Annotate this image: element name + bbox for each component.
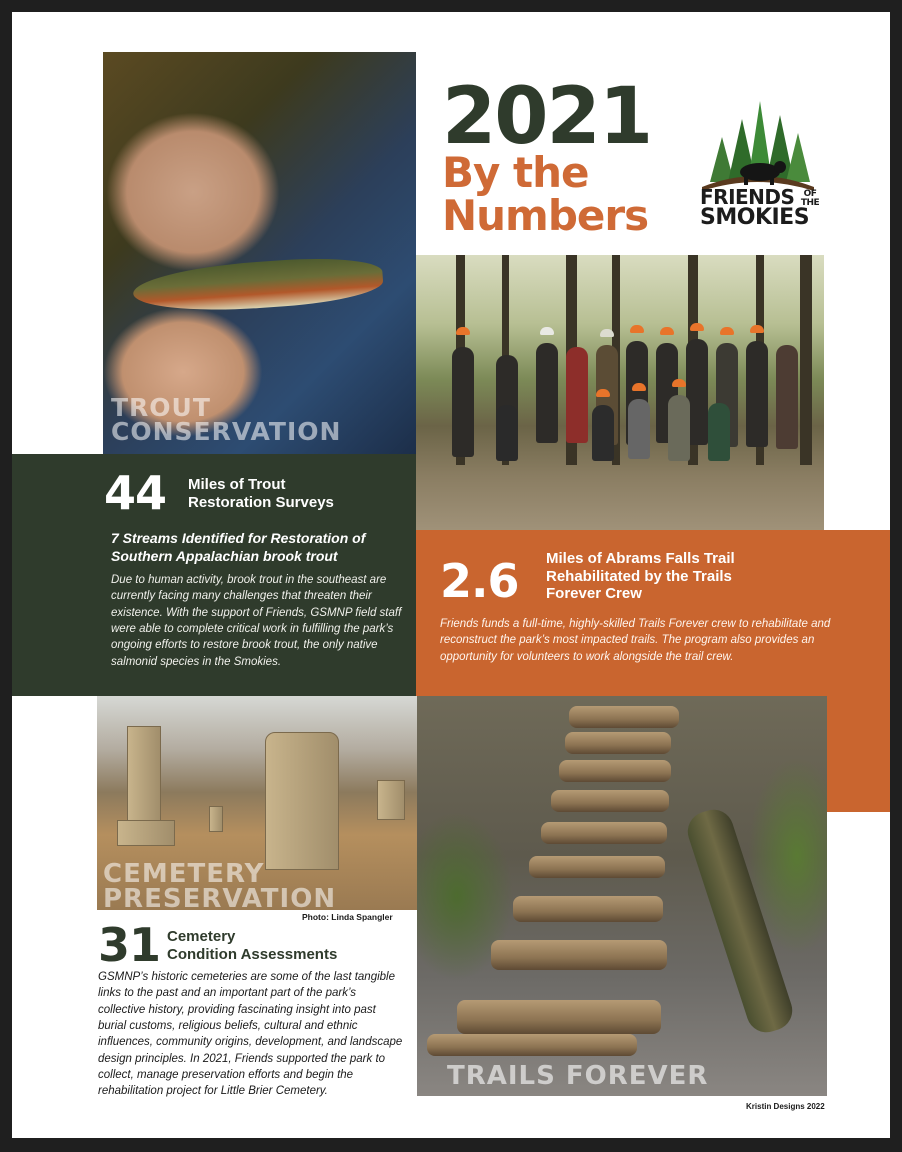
trout-sub-line2: Southern Appalachian brook trout bbox=[111, 547, 338, 564]
crew-member bbox=[708, 403, 730, 461]
hardhat-icon bbox=[596, 389, 610, 397]
trail-heading-line3: Forever Crew bbox=[546, 585, 642, 603]
title-subtitle bbox=[442, 148, 649, 240]
gravestone bbox=[377, 780, 405, 820]
trout-stat-heading bbox=[188, 476, 334, 511]
trails-photo-label: TRAILS FOREVER bbox=[447, 1061, 709, 1091]
gravestone bbox=[127, 726, 161, 826]
fallen-log bbox=[683, 805, 798, 1038]
trout-photo-label bbox=[111, 393, 342, 446]
hardhat-icon bbox=[540, 327, 554, 335]
title-year: 2021 bbox=[442, 72, 652, 162]
gravestone bbox=[209, 806, 223, 832]
hardhat-icon bbox=[630, 325, 644, 333]
designer-credit: Kristin Designs 2022 bbox=[746, 1102, 825, 1111]
trout-photo bbox=[103, 52, 416, 454]
cemetery-photo bbox=[97, 696, 417, 910]
trail-heading-line1: Miles of Abrams Falls Trail bbox=[546, 550, 735, 567]
crew-member bbox=[592, 405, 614, 461]
crew-member bbox=[566, 347, 588, 443]
log-step bbox=[541, 822, 667, 844]
trout-heading-line1: Miles of Trout bbox=[188, 476, 286, 493]
log-step bbox=[491, 940, 667, 970]
log-step bbox=[551, 790, 669, 812]
log-step bbox=[427, 1034, 637, 1056]
log-step bbox=[569, 706, 679, 728]
log-step bbox=[457, 1000, 661, 1034]
trail-steps-photo bbox=[417, 696, 827, 1096]
trout-stats-panel bbox=[12, 454, 416, 696]
trout-sub-line1: 7 Streams Identified for Restoration of bbox=[111, 530, 366, 546]
crew-member bbox=[776, 345, 798, 449]
hardhat-icon bbox=[720, 327, 734, 335]
cemetery-heading-line1: Cemetery bbox=[167, 928, 236, 945]
hardhat-icon bbox=[456, 327, 470, 335]
trail-body-text: Friends funds a full-time, highly-skilled Trails Forever crew to rehabilitate and reconstruct the park’s most impacted trails. The program also provides an opportunity for volunteers to work alongside the trail crew. bbox=[440, 618, 831, 663]
crew-member bbox=[452, 347, 474, 457]
trail-heading-line2: Rehabilitated by the Trails bbox=[546, 567, 732, 585]
hardhat-icon bbox=[750, 325, 764, 333]
trout-label-line2: CONSERVATION bbox=[111, 416, 342, 446]
logo-friends: FRIENDS bbox=[700, 185, 795, 209]
trout-body-text: Due to human activity, brook trout in the southeast are currently facing many challenges that threaten their existence. With the support of Friends, GSMNP field staff were able to complete critical work in fulfilling the park’s ongoing efforts to restore brook trout, the only native salmonid species in the Smokies. bbox=[111, 574, 402, 668]
cemetery-stat-heading bbox=[167, 928, 337, 963]
logo-smokies: SMOKIES bbox=[700, 205, 810, 230]
gravestone-base bbox=[117, 820, 175, 846]
cemetery-stat-number: 31 bbox=[98, 918, 161, 972]
cemetery-body-text: GSMNP’s historic cemeteries are some of the last tangible links to the past and an important part of the park’s collective history, providing fascinating insight into past burial customs, religious beliefs, cultural and ethnic influences, community origins, development, and landscape design principles. In 2021, Friends supported the park to collect, manage preservation efforts and begin the rehabilitation project for Little Brier Cemetery. bbox=[98, 971, 403, 1098]
crew-member bbox=[536, 343, 558, 443]
logo-the: THE bbox=[800, 197, 820, 208]
trout-subheading bbox=[111, 530, 411, 565]
trout-stat-number: 44 bbox=[104, 466, 167, 520]
hardhat-icon bbox=[600, 329, 614, 337]
log-step bbox=[559, 760, 671, 782]
trail-stat-heading bbox=[546, 550, 806, 603]
log-step bbox=[529, 856, 665, 878]
crew-member bbox=[746, 341, 768, 447]
photo-credit: Photo: Linda Spangler bbox=[302, 912, 393, 922]
log-step bbox=[565, 732, 671, 754]
title-line1: By the bbox=[442, 148, 589, 197]
hardhat-icon bbox=[660, 327, 674, 335]
hardhat-icon bbox=[632, 383, 646, 391]
trout-heading-line2: Restoration Surveys bbox=[188, 493, 334, 511]
hardhat-icon bbox=[690, 323, 704, 331]
crew-member bbox=[628, 399, 650, 459]
logo-wordmark bbox=[700, 185, 819, 230]
cemetery-label-line2: PRESERVATION bbox=[103, 883, 337, 910]
crew-member bbox=[668, 395, 690, 461]
trail-stats-panel bbox=[416, 530, 890, 696]
infographic-page bbox=[12, 12, 890, 1138]
log-step bbox=[513, 896, 663, 922]
cemetery-label-line1: CEMETERY bbox=[103, 859, 265, 889]
hardhat-icon bbox=[672, 379, 686, 387]
gravestone bbox=[265, 732, 339, 870]
title-line2: Numbers bbox=[442, 190, 649, 240]
cemetery-heading-line2: Condition Assessments bbox=[167, 945, 338, 963]
cemetery-photo-label bbox=[103, 859, 337, 910]
trail-stat-number: 2.6 bbox=[440, 554, 519, 608]
crew-member bbox=[496, 405, 518, 461]
orange-accent-bar bbox=[824, 696, 890, 812]
logo-of: OF bbox=[803, 189, 817, 200]
brook-trout-image bbox=[132, 253, 385, 316]
trout-label-line1: TROUT bbox=[111, 393, 211, 422]
tree bbox=[800, 255, 812, 465]
trail-crew-photo bbox=[416, 255, 824, 531]
